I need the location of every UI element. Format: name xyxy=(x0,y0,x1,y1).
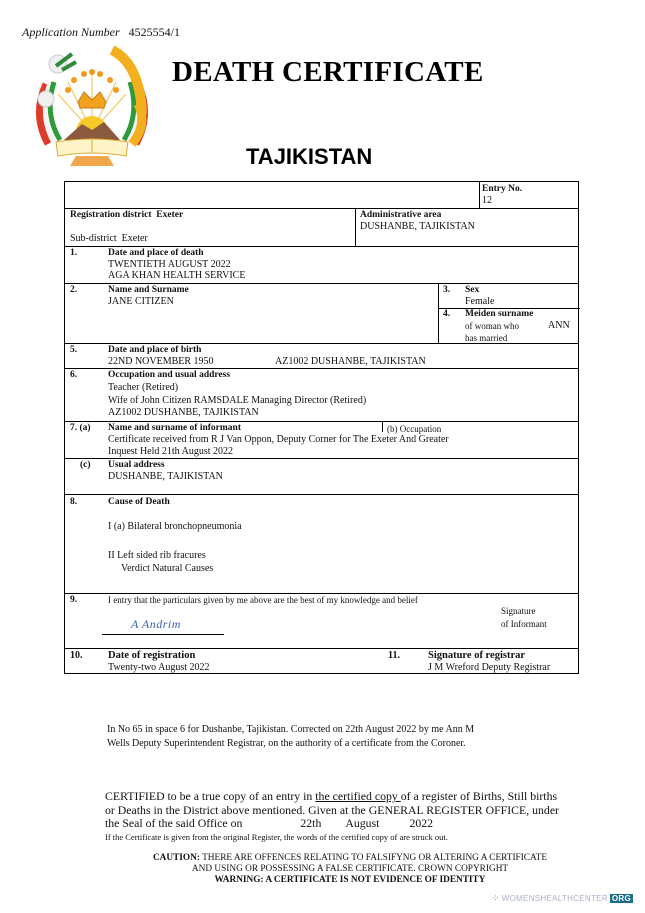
registrar-name: J M Wreford Deputy Registrar xyxy=(428,662,551,673)
application-number xyxy=(22,25,180,40)
certified-day: 22th xyxy=(300,816,322,830)
field-7c-label: Usual address xyxy=(108,460,165,470)
field-2-number: 2. xyxy=(70,285,78,295)
field-8-number: 8. xyxy=(70,497,78,507)
entry-no-label: Entry No. xyxy=(482,184,523,194)
deceased-name: JANE CITIZEN xyxy=(108,296,174,307)
usual-address: AZ1002 DUSHANBE, TAJIKISTAN xyxy=(108,407,259,418)
field-1-label: Date and place of death xyxy=(108,248,204,258)
occupation-detail: Wife of John Citizen RAMSDALE Managing Director (Retired) xyxy=(108,395,367,406)
field-5-number: 5. xyxy=(70,345,78,355)
field-7a-label: Name and surname of informant xyxy=(108,423,241,433)
signature-label: Signature xyxy=(501,606,536,616)
correction-line2: Wells Deputy Superintendent Registrar, on the authority of a certificate from the Coroner. xyxy=(107,737,466,749)
correction-note xyxy=(107,723,537,750)
field-11-label: Signature of registrar xyxy=(428,650,526,661)
date-of-birth: 22ND NOVEMBER 1950 xyxy=(108,356,214,367)
field-7a-number: 7. (a) xyxy=(70,423,91,433)
cause-of-death-2: II Left sided rib fracures xyxy=(108,550,206,561)
admin-area-label: Administrative area xyxy=(360,210,442,220)
admin-area-value: DUSHANBE, TAJIKISTAN xyxy=(360,221,475,232)
occupation: Teacher (Retired) xyxy=(108,382,179,393)
field-4-sub1: of woman who xyxy=(465,321,519,331)
field-4-number: 4. xyxy=(443,309,451,319)
application-number-value: 4525554/1 xyxy=(128,25,181,39)
registration-date: Twenty-two August 2022 xyxy=(108,662,210,673)
application-number-label: Application Number xyxy=(22,25,120,39)
of-informant-label: of Informant xyxy=(501,619,547,629)
field-7b-label: (b) Occupation xyxy=(387,424,442,434)
document-title: DEATH CERTIFICATE xyxy=(172,56,484,88)
field-11-number: 11. xyxy=(388,650,400,661)
field-2-label: Name and Surname xyxy=(108,285,189,295)
field-4-sub2: has married xyxy=(465,333,508,343)
coat-of-arms-icon xyxy=(28,44,156,170)
registration-district-label: Registration district Exeter xyxy=(70,210,184,220)
watermark xyxy=(492,893,633,904)
field-10-label: Date of registration xyxy=(108,650,196,661)
sub-district: Sub-district Exeter xyxy=(70,233,148,244)
field-3-label: Sex xyxy=(465,285,480,295)
place-of-death: AGA KHAN HEALTH SERVICE xyxy=(108,270,246,281)
cause-of-death-1a: I (a) Bilateral bronchopneumonia xyxy=(108,521,242,532)
field-7c-number: (c) xyxy=(80,460,91,470)
signature-line xyxy=(102,634,224,635)
informant-statement: I entry that the particulars given by me above are the best of my knowledge and belief xyxy=(108,595,418,605)
entry-no-value: 12 xyxy=(482,195,492,206)
informant-address: DUSHANBE, TAJIKISTAN xyxy=(108,471,223,482)
field-5-label: Date and place of birth xyxy=(108,345,202,355)
field-10-number: 10. xyxy=(70,650,83,661)
informant-line1: Certificate received from R J Van Oppon, Deputy Corner for The Exeter And Greater xyxy=(108,434,449,445)
field-6-number: 6. xyxy=(70,370,78,380)
field-6-label: Occupation and usual address xyxy=(108,370,231,380)
field-3-number: 3. xyxy=(443,285,451,295)
struck-out-note: If the Certificate is given from the original Register, the words of the certified copy of are struck out. xyxy=(105,831,448,842)
date-of-death: TWENTIETH AUGUST 2022 xyxy=(108,259,231,270)
field-9-number: 9. xyxy=(70,595,78,605)
certified-month: August xyxy=(345,816,380,830)
certificate-table xyxy=(64,181,579,674)
correction-line1: In No 65 in space 6 for Dushanbe, Tajikistan. Corrected on 22th August 2022 by me Ann M xyxy=(107,724,475,735)
informant-signature: A Andrim xyxy=(131,617,181,631)
certification-statement: CERTIFIED to be a true copy of an entry in the certified copy of a register of Births, Still births or Deaths in the District above mentioned. Given at the GENERAL REGISTER OFFICE, under the Seal of the said Office on 22th August 2022 If the Certificate is given from the original Register, the words of the certified copy of are struck out. xyxy=(105,790,585,843)
caution-notice: CAUTION: THERE ARE OFFENCES RELATING TO FALSIFYNG OR ALTERING A CERTIFICATE AND USING OR POSSESSING A FALSE CERTIFICATE. CROWN COPYRIGHT WARNING: A CERTIFICATE IS NOT EVIDENCE OF IDENTITY xyxy=(152,853,548,885)
watermark-text: WOMENSHEALTHCENTER xyxy=(501,894,608,903)
maiden-surname-value: ANN xyxy=(548,320,570,331)
field-8-label: Cause of Death xyxy=(108,497,170,507)
watermark-badge: ORG xyxy=(611,894,631,903)
field-4-label: Meiden surname xyxy=(465,309,534,319)
certified-year: 2022 xyxy=(409,816,434,830)
sex-value: Female xyxy=(465,296,495,307)
verdict: Verdict Natural Causes xyxy=(121,563,214,574)
country-title: TAJIKISTAN xyxy=(246,144,373,169)
dots-logo-icon: ⁘ xyxy=(491,893,500,903)
certified-copy-underline: the certified copy xyxy=(315,789,401,803)
informant-line2: Inquest Held 21th August 2022 xyxy=(108,446,233,457)
field-1-number: 1. xyxy=(70,248,78,258)
place-of-birth: AZ1002 DUSHANBE, TAJIKISTAN xyxy=(275,356,426,367)
